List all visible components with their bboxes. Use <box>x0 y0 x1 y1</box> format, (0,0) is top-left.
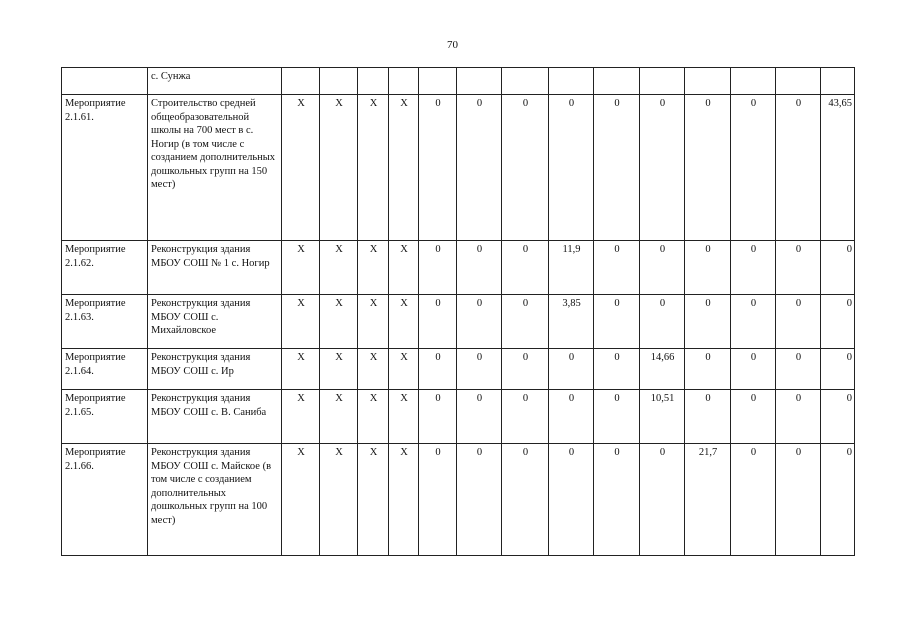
value-cell: 0 <box>776 349 821 390</box>
value-cell: 0 <box>776 390 821 444</box>
table-body <box>62 68 855 556</box>
value-cell: 0 <box>640 444 685 556</box>
value-cell: 0 <box>640 241 685 295</box>
value-cell <box>640 68 685 95</box>
value-cell: 0 <box>731 444 776 556</box>
measure-name-cell: Реконструкция здания МБОУ СОШ с. Майское (в том числе с созданием дополнительных дошкольных групп на 100 мест) <box>148 444 282 556</box>
value-cell: 0 <box>502 349 549 390</box>
value-cell: 0 <box>419 295 457 349</box>
value-cell: 0 <box>419 349 457 390</box>
value-cell <box>502 68 549 95</box>
value-cell: X <box>282 241 320 295</box>
value-cell: X <box>320 295 358 349</box>
value-cell: 0 <box>821 349 855 390</box>
value-cell: 0 <box>594 95 640 241</box>
value-cell <box>282 68 320 95</box>
measure-name-cell: Реконструкция здания МБОУ СОШ с. Михайловское <box>148 295 282 349</box>
measure-id-cell: Мероприятие 2.1.63. <box>62 295 148 349</box>
value-cell <box>419 68 457 95</box>
value-cell: 11,9 <box>549 241 594 295</box>
value-cell: X <box>282 390 320 444</box>
measure-name-cell: с. Сунжа <box>148 68 282 95</box>
measure-id-cell: Мероприятие 2.1.66. <box>62 444 148 556</box>
value-cell: 0 <box>821 390 855 444</box>
value-cell: X <box>320 241 358 295</box>
value-cell: X <box>389 349 419 390</box>
value-cell: 0 <box>502 241 549 295</box>
value-cell: X <box>320 349 358 390</box>
value-cell: 0 <box>731 241 776 295</box>
value-cell <box>685 68 731 95</box>
value-cell: 0 <box>457 295 502 349</box>
table-row <box>62 295 855 349</box>
value-cell: X <box>320 390 358 444</box>
value-cell: X <box>358 444 389 556</box>
table-row <box>62 241 855 295</box>
value-cell: 10,51 <box>640 390 685 444</box>
value-cell: X <box>389 390 419 444</box>
value-cell: X <box>358 241 389 295</box>
value-cell: X <box>282 444 320 556</box>
value-cell: X <box>320 444 358 556</box>
value-cell: 0 <box>685 241 731 295</box>
value-cell: 0 <box>594 241 640 295</box>
value-cell: 0 <box>731 349 776 390</box>
value-cell: X <box>389 241 419 295</box>
value-cell: 0 <box>502 295 549 349</box>
value-cell: 0 <box>821 444 855 556</box>
value-cell: 0 <box>685 95 731 241</box>
value-cell: 0 <box>502 444 549 556</box>
measure-name-cell: Реконструкция здания МБОУ СОШ № 1 с. Ногир <box>148 241 282 295</box>
value-cell: 0 <box>821 295 855 349</box>
value-cell <box>457 68 502 95</box>
value-cell: 0 <box>776 95 821 241</box>
measure-name-cell: Реконструкция здания МБОУ СОШ с. В. Саниба <box>148 390 282 444</box>
value-cell: 0 <box>502 390 549 444</box>
value-cell: 0 <box>594 295 640 349</box>
value-cell: 43,65 <box>821 95 855 241</box>
value-cell <box>549 68 594 95</box>
value-cell: 0 <box>457 444 502 556</box>
value-cell: X <box>358 95 389 241</box>
measure-name-cell: Строительство средней общеобразовательной школы на 700 мест в с. Ногир (в том числе с созданием дополнительных дошкольных групп на 150 мест) <box>148 95 282 241</box>
value-cell: 0 <box>731 295 776 349</box>
value-cell: 0 <box>419 444 457 556</box>
value-cell: 0 <box>776 444 821 556</box>
value-cell: 0 <box>685 390 731 444</box>
measure-id-cell: Мероприятие 2.1.62. <box>62 241 148 295</box>
value-cell: X <box>389 295 419 349</box>
value-cell <box>594 68 640 95</box>
value-cell <box>776 68 821 95</box>
value-cell: 0 <box>640 295 685 349</box>
value-cell: 0 <box>457 241 502 295</box>
value-cell: 0 <box>457 349 502 390</box>
table-row <box>62 68 855 95</box>
value-cell: X <box>282 295 320 349</box>
value-cell <box>358 68 389 95</box>
value-cell <box>821 68 855 95</box>
value-cell: X <box>358 295 389 349</box>
value-cell: X <box>320 95 358 241</box>
value-cell: 0 <box>776 295 821 349</box>
value-cell: 0 <box>457 390 502 444</box>
value-cell: 0 <box>594 444 640 556</box>
value-cell: 3,85 <box>549 295 594 349</box>
value-cell: 0 <box>549 444 594 556</box>
value-cell: 0 <box>685 349 731 390</box>
measure-name-cell: Реконструкция здания МБОУ СОШ с. Ир <box>148 349 282 390</box>
table-row <box>62 444 855 556</box>
value-cell: 0 <box>549 349 594 390</box>
value-cell: X <box>282 95 320 241</box>
value-cell: 0 <box>502 95 549 241</box>
table-row <box>62 349 855 390</box>
value-cell: 0 <box>685 295 731 349</box>
value-cell: 0 <box>821 241 855 295</box>
value-cell: 14,66 <box>640 349 685 390</box>
value-cell <box>320 68 358 95</box>
table-row <box>62 390 855 444</box>
value-cell: 21,7 <box>685 444 731 556</box>
program-table <box>61 67 855 556</box>
page-number: 70 <box>447 39 458 51</box>
value-cell: 0 <box>419 390 457 444</box>
measure-id-cell: Мероприятие 2.1.65. <box>62 390 148 444</box>
value-cell: 0 <box>731 95 776 241</box>
value-cell: X <box>358 390 389 444</box>
value-cell: 0 <box>419 241 457 295</box>
value-cell: 0 <box>640 95 685 241</box>
value-cell: 0 <box>594 390 640 444</box>
value-cell: 0 <box>731 390 776 444</box>
value-cell: 0 <box>594 349 640 390</box>
measure-id-cell <box>62 68 148 95</box>
value-cell: 0 <box>419 95 457 241</box>
value-cell: 0 <box>549 95 594 241</box>
value-cell: X <box>358 349 389 390</box>
value-cell <box>731 68 776 95</box>
value-cell: X <box>389 444 419 556</box>
table-row <box>62 95 855 241</box>
value-cell: X <box>282 349 320 390</box>
value-cell: 0 <box>776 241 821 295</box>
measure-id-cell: Мероприятие 2.1.61. <box>62 95 148 241</box>
value-cell: 0 <box>457 95 502 241</box>
value-cell: X <box>389 95 419 241</box>
value-cell <box>389 68 419 95</box>
measure-id-cell: Мероприятие 2.1.64. <box>62 349 148 390</box>
value-cell: 0 <box>549 390 594 444</box>
